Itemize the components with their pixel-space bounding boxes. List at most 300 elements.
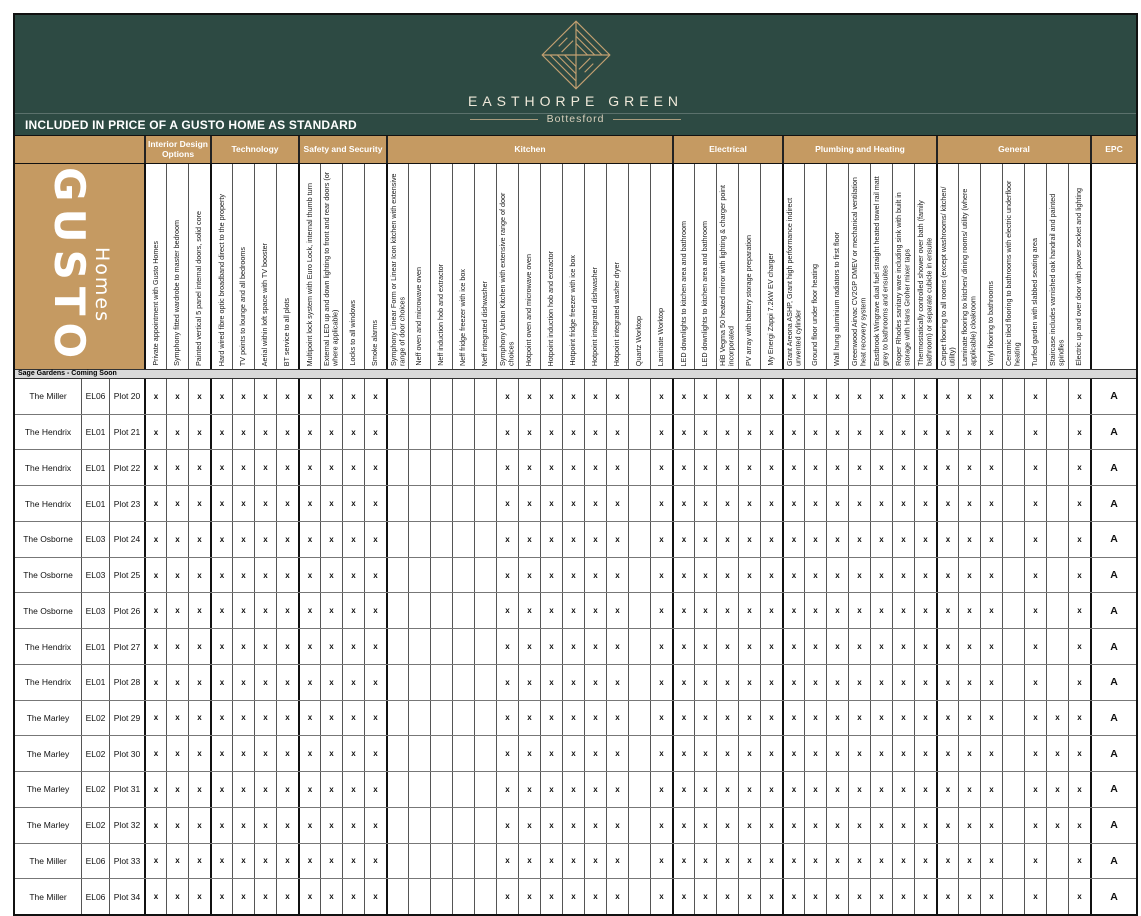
check-cell: x <box>166 415 188 450</box>
check-cell <box>408 486 430 521</box>
easthorpe-diamond-leaf-logo-icon <box>540 19 612 91</box>
check-cell: x <box>540 772 562 807</box>
table-row <box>15 485 1136 521</box>
check-cell: x <box>848 736 870 771</box>
check-cell: x <box>320 558 342 593</box>
check-cell: x <box>848 879 870 914</box>
check-cell: x <box>914 808 936 843</box>
check-cell: x <box>936 736 958 771</box>
check-cell: x <box>848 558 870 593</box>
epc-rating-cell: A <box>1090 736 1136 771</box>
check-cell: x <box>364 844 386 879</box>
check-cell: x <box>1068 808 1090 843</box>
plot-cell: Plot 20 <box>109 379 144 414</box>
check-cell: x <box>958 379 980 414</box>
check-cell: x <box>848 450 870 485</box>
check-cell: x <box>276 486 298 521</box>
check-cell <box>1046 593 1068 628</box>
check-cell <box>386 701 408 736</box>
check-cell: x <box>144 808 166 843</box>
check-cell: x <box>364 701 386 736</box>
check-cell: x <box>936 486 958 521</box>
epc-rating-cell: A <box>1090 415 1136 450</box>
check-cell <box>408 415 430 450</box>
check-cell: x <box>232 450 254 485</box>
table-row <box>15 557 1136 593</box>
check-cell: x <box>892 522 914 557</box>
check-cell: x <box>826 736 848 771</box>
check-cell <box>1002 558 1024 593</box>
column-header-label: Grant Areona ASHP, Grant high performance indirect unvented cylinder <box>784 197 802 366</box>
check-cell: x <box>342 522 364 557</box>
epc-rating-cell: A <box>1090 808 1136 843</box>
check-cell: x <box>936 593 958 628</box>
check-cell <box>452 486 474 521</box>
check-cell <box>408 593 430 628</box>
check-cell: x <box>320 772 342 807</box>
check-cell: x <box>584 844 606 879</box>
house-code-cell: EL01 <box>81 486 109 521</box>
check-cell: x <box>188 629 210 664</box>
gusto-logo-text: GUSTO <box>45 167 94 366</box>
house-name-cell: The Marley <box>15 808 81 843</box>
check-cell: x <box>672 772 694 807</box>
check-cell <box>628 593 650 628</box>
check-cell: x <box>320 701 342 736</box>
check-cell: x <box>716 593 738 628</box>
house-name-cell: The Osborne <box>15 522 81 557</box>
check-cell <box>452 772 474 807</box>
column-header <box>760 164 782 369</box>
brand-subtitle: Bottesford <box>546 113 605 125</box>
check-cell: x <box>232 844 254 879</box>
check-cell: x <box>364 772 386 807</box>
check-cell: x <box>694 593 716 628</box>
check-cell: x <box>364 522 386 557</box>
check-cell: x <box>584 808 606 843</box>
plot-cell: Plot 34 <box>109 879 144 914</box>
check-cell: x <box>694 450 716 485</box>
brand-subtitle-row <box>470 113 682 125</box>
house-code-cell: EL02 <box>81 808 109 843</box>
house-code-cell: EL06 <box>81 879 109 914</box>
check-cell <box>430 522 452 557</box>
check-cell: x <box>958 522 980 557</box>
check-cell: x <box>870 736 892 771</box>
check-cell: x <box>980 879 1002 914</box>
check-cell: x <box>804 808 826 843</box>
check-cell <box>474 629 496 664</box>
check-cell: x <box>738 701 760 736</box>
check-cell: x <box>562 558 584 593</box>
check-cell: x <box>958 844 980 879</box>
check-cell <box>1002 415 1024 450</box>
check-cell: x <box>298 522 320 557</box>
column-header <box>848 164 870 369</box>
check-cell: x <box>672 844 694 879</box>
check-cell: x <box>298 808 320 843</box>
check-cell: x <box>496 629 518 664</box>
check-cell: x <box>144 486 166 521</box>
check-cell: x <box>716 450 738 485</box>
check-cell: x <box>870 593 892 628</box>
column-header <box>166 164 188 369</box>
check-cell: x <box>320 450 342 485</box>
check-cell: x <box>1068 629 1090 664</box>
check-cell: x <box>1024 593 1046 628</box>
column-header-label: Electric up and over door with power socket and lighting <box>1074 188 1084 366</box>
check-cell: x <box>540 665 562 700</box>
column-header-label: Painted vertical 5 panel internal doors, solid core <box>194 210 204 366</box>
check-cell: x <box>826 665 848 700</box>
check-cell: x <box>716 808 738 843</box>
table-row <box>15 664 1136 700</box>
check-cell: x <box>826 629 848 664</box>
check-cell <box>408 629 430 664</box>
check-cell: x <box>716 522 738 557</box>
check-cell: x <box>518 736 540 771</box>
check-cell: x <box>232 665 254 700</box>
column-header-label: Ground floor under floor heating <box>810 264 820 366</box>
check-cell <box>1002 450 1024 485</box>
check-cell: x <box>584 736 606 771</box>
column-header <box>606 164 628 369</box>
check-cell: x <box>1068 522 1090 557</box>
check-cell: x <box>188 665 210 700</box>
check-cell: x <box>562 665 584 700</box>
check-cell <box>408 665 430 700</box>
check-cell <box>1002 844 1024 879</box>
check-cell: x <box>276 593 298 628</box>
gusto-logo-subtext: Homes <box>91 247 113 324</box>
check-cell: x <box>606 522 628 557</box>
check-cell: x <box>826 844 848 879</box>
check-cell: x <box>540 629 562 664</box>
check-cell: x <box>782 772 804 807</box>
check-cell: x <box>166 772 188 807</box>
check-cell: x <box>364 736 386 771</box>
check-cell: x <box>210 629 232 664</box>
column-header <box>430 164 452 369</box>
check-cell <box>474 415 496 450</box>
epc-rating-cell: A <box>1090 558 1136 593</box>
check-cell: x <box>1024 379 1046 414</box>
check-cell: x <box>870 808 892 843</box>
check-cell: x <box>914 772 936 807</box>
check-cell: x <box>562 593 584 628</box>
check-cell: x <box>320 379 342 414</box>
check-cell <box>386 879 408 914</box>
check-cell: x <box>936 844 958 879</box>
check-cell: x <box>870 879 892 914</box>
check-cell: x <box>936 450 958 485</box>
check-cell: x <box>276 844 298 879</box>
check-cell <box>430 379 452 414</box>
category-plumbing-and-heating: Plumbing and Heating <box>782 136 936 163</box>
check-cell: x <box>342 701 364 736</box>
column-header-label: Wall hung aluminium radiators to first floor <box>832 232 842 366</box>
check-cell: x <box>650 736 672 771</box>
check-cell: x <box>716 629 738 664</box>
house-code-cell: EL01 <box>81 450 109 485</box>
column-header-label: Hotpoint oven and microwave oven <box>524 253 534 366</box>
check-cell <box>386 844 408 879</box>
check-cell: x <box>892 629 914 664</box>
check-cell: x <box>342 379 364 414</box>
column-header <box>540 164 562 369</box>
check-cell: x <box>562 486 584 521</box>
check-cell: x <box>694 701 716 736</box>
check-cell <box>430 629 452 664</box>
plot-cell: Plot 25 <box>109 558 144 593</box>
check-cell: x <box>496 450 518 485</box>
check-cell: x <box>276 665 298 700</box>
house-name-cell: The Osborne <box>15 558 81 593</box>
check-cell: x <box>584 629 606 664</box>
check-cell <box>1046 450 1068 485</box>
check-cell: x <box>364 665 386 700</box>
check-cell: x <box>716 736 738 771</box>
column-header-label: Smoke alarms <box>370 320 380 366</box>
column-header-label: Hotpoint integrated dishwasher <box>590 266 600 366</box>
check-cell: x <box>276 701 298 736</box>
check-cell <box>628 486 650 521</box>
check-cell <box>430 808 452 843</box>
check-cell: x <box>606 629 628 664</box>
epc-rating-cell: A <box>1090 450 1136 485</box>
check-cell: x <box>980 772 1002 807</box>
house-name-cell: The Hendrix <box>15 486 81 521</box>
check-cell: x <box>1068 450 1090 485</box>
check-cell: x <box>650 486 672 521</box>
check-cell: x <box>166 558 188 593</box>
check-cell: x <box>716 844 738 879</box>
check-cell: x <box>276 772 298 807</box>
check-cell: x <box>562 808 584 843</box>
check-cell: x <box>166 593 188 628</box>
check-cell: x <box>936 701 958 736</box>
check-cell: x <box>298 379 320 414</box>
plot-cell: Plot 23 <box>109 486 144 521</box>
check-cell: x <box>584 415 606 450</box>
check-cell <box>430 450 452 485</box>
check-cell <box>1046 629 1068 664</box>
check-cell <box>408 450 430 485</box>
check-cell <box>1002 665 1024 700</box>
check-cell: x <box>232 593 254 628</box>
house-code-cell: EL06 <box>81 379 109 414</box>
check-cell: x <box>298 772 320 807</box>
check-cell: x <box>738 486 760 521</box>
check-cell <box>430 844 452 879</box>
column-header <box>320 164 342 369</box>
category-epc: EPC <box>1090 136 1136 163</box>
check-cell: x <box>804 522 826 557</box>
check-cell <box>628 879 650 914</box>
check-cell: x <box>892 558 914 593</box>
check-cell: x <box>518 808 540 843</box>
check-cell: x <box>958 450 980 485</box>
check-cell: x <box>1024 879 1046 914</box>
check-cell: x <box>848 772 870 807</box>
column-header-label: External LED up and down lighting to front and rear doors (or where applicable) <box>322 171 340 366</box>
check-cell: x <box>232 701 254 736</box>
check-cell: x <box>144 665 166 700</box>
check-cell: x <box>848 415 870 450</box>
check-cell <box>628 665 650 700</box>
check-cell: x <box>870 486 892 521</box>
check-cell: x <box>562 736 584 771</box>
check-cell: x <box>254 522 276 557</box>
check-cell: x <box>342 808 364 843</box>
check-cell: x <box>738 844 760 879</box>
check-cell: x <box>694 879 716 914</box>
check-cell: x <box>782 629 804 664</box>
check-cell: x <box>166 665 188 700</box>
check-cell: x <box>210 486 232 521</box>
check-cell: x <box>562 772 584 807</box>
check-cell: x <box>188 379 210 414</box>
check-cell: x <box>804 736 826 771</box>
column-header-epc <box>1090 164 1136 369</box>
check-cell: x <box>540 701 562 736</box>
check-cell <box>474 844 496 879</box>
column-header-label: TV points to lounge and all bedrooms <box>238 246 248 366</box>
check-cell: x <box>826 808 848 843</box>
check-cell: x <box>254 844 276 879</box>
check-cell: x <box>540 879 562 914</box>
column-header-label: Neff integrated dishwasher <box>480 280 490 366</box>
house-name-cell: The Hendrix <box>15 629 81 664</box>
check-cell <box>474 808 496 843</box>
check-cell: x <box>694 844 716 879</box>
check-cell: x <box>210 844 232 879</box>
check-cell <box>474 736 496 771</box>
check-cell: x <box>870 629 892 664</box>
check-cell: x <box>914 486 936 521</box>
check-cell: x <box>980 415 1002 450</box>
check-cell: x <box>716 486 738 521</box>
check-cell: x <box>870 772 892 807</box>
column-header <box>232 164 254 369</box>
check-cell: x <box>760 522 782 557</box>
check-cell: x <box>980 450 1002 485</box>
check-cell: x <box>298 450 320 485</box>
column-header-label: Neff fridge freezer with ice box <box>458 269 468 366</box>
check-cell: x <box>694 665 716 700</box>
check-cell: x <box>958 736 980 771</box>
check-cell <box>452 808 474 843</box>
epc-rating-cell: A <box>1090 629 1136 664</box>
epc-rating-cell: A <box>1090 844 1136 879</box>
column-header-label: Carpet flooring to all rooms (except washrooms/ kitchen/ utility) <box>938 186 956 366</box>
check-cell: x <box>1068 665 1090 700</box>
column-header-label: Hotpoint induction hob and extractor <box>546 250 556 366</box>
check-cell: x <box>540 379 562 414</box>
check-cell: x <box>298 486 320 521</box>
check-cell: x <box>650 522 672 557</box>
column-header <box>628 164 650 369</box>
check-cell <box>1046 844 1068 879</box>
check-cell <box>474 701 496 736</box>
check-cell: x <box>1024 450 1046 485</box>
column-header <box>672 164 694 369</box>
check-cell: x <box>826 450 848 485</box>
check-cell: x <box>672 629 694 664</box>
check-cell: x <box>210 808 232 843</box>
check-cell: x <box>1068 879 1090 914</box>
check-cell: x <box>364 415 386 450</box>
category-safety-and-security: Safety and Security <box>298 136 386 163</box>
check-cell <box>452 558 474 593</box>
column-header <box>518 164 540 369</box>
check-cell: x <box>298 629 320 664</box>
check-cell: x <box>276 558 298 593</box>
check-cell: x <box>254 736 276 771</box>
column-header-label: Ceramic tiled flooring to bathrooms with electric underfloor heating <box>1004 180 1022 366</box>
column-header <box>892 164 914 369</box>
check-cell: x <box>650 415 672 450</box>
check-cell <box>474 558 496 593</box>
check-cell: x <box>848 844 870 879</box>
check-cell <box>408 879 430 914</box>
check-cell: x <box>804 486 826 521</box>
check-cell: x <box>188 522 210 557</box>
column-header <box>1068 164 1090 369</box>
check-cell: x <box>584 665 606 700</box>
check-cell <box>430 879 452 914</box>
check-cell: x <box>232 879 254 914</box>
check-cell <box>474 450 496 485</box>
check-cell: x <box>232 415 254 450</box>
check-cell: x <box>320 415 342 450</box>
check-cell: x <box>298 879 320 914</box>
check-cell: x <box>254 558 276 593</box>
check-cell: x <box>562 415 584 450</box>
column-header-label: Locks to all windows <box>348 300 358 366</box>
check-cell: x <box>958 593 980 628</box>
check-cell <box>1002 736 1024 771</box>
check-cell: x <box>936 379 958 414</box>
check-cell: x <box>144 844 166 879</box>
check-cell: x <box>496 379 518 414</box>
check-cell: x <box>738 772 760 807</box>
check-cell: x <box>892 450 914 485</box>
check-cell: x <box>518 844 540 879</box>
check-cell: x <box>782 379 804 414</box>
check-cell: x <box>144 415 166 450</box>
check-cell: x <box>760 558 782 593</box>
check-cell: x <box>650 558 672 593</box>
check-cell: x <box>1046 701 1068 736</box>
column-header-label: Laminate flooring to kitchen/ dining rooms/ utility (where applicable) cloakroom <box>960 188 978 366</box>
column-header <box>254 164 276 369</box>
check-cell: x <box>540 736 562 771</box>
check-cell: x <box>914 629 936 664</box>
check-cell: x <box>694 522 716 557</box>
check-cell: x <box>826 522 848 557</box>
check-cell: x <box>188 701 210 736</box>
check-cell: x <box>276 808 298 843</box>
epc-rating-cell: A <box>1090 486 1136 521</box>
check-cell: x <box>144 879 166 914</box>
column-header <box>870 164 892 369</box>
check-cell: x <box>320 522 342 557</box>
table-row <box>15 379 1136 414</box>
check-cell <box>386 772 408 807</box>
house-code-cell: EL03 <box>81 522 109 557</box>
check-cell <box>628 629 650 664</box>
